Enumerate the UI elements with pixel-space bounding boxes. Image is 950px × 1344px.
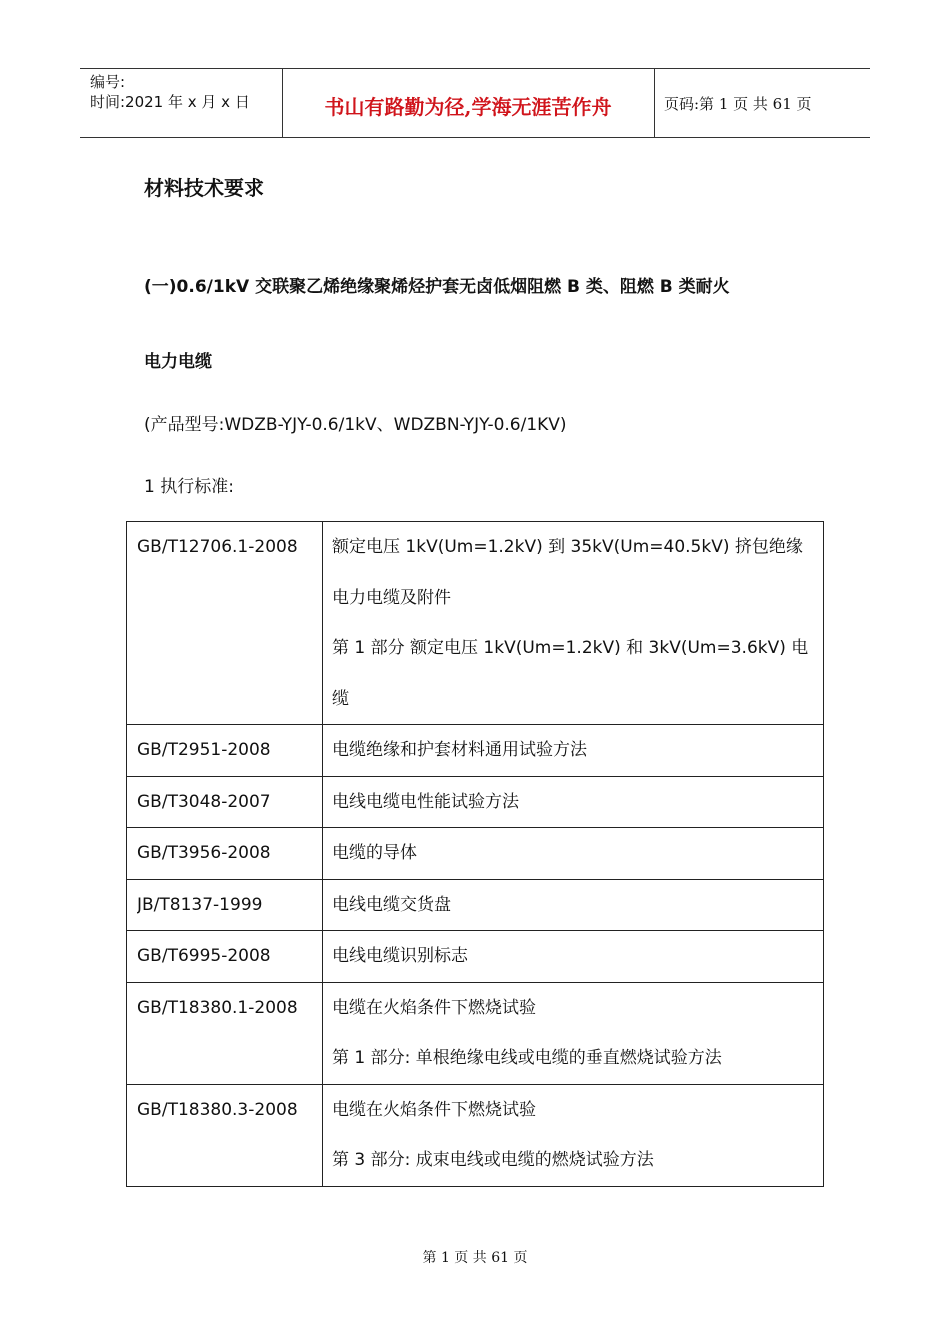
page-header [80,68,870,138]
product-model: (产品型号:WDZB-YJY-0.6/1kV、WDZBN-YJY-0.6/1KV) [144,415,567,435]
standards-table [126,521,824,1187]
table-row [127,522,824,725]
standard-description-line: 电缆在火焰条件下燃烧试验 [332,997,536,1018]
standard-description-line: 第 1 部分: 单根绝缘电线或电缆的垂直燃烧试验方法 [332,1048,722,1068]
standard-description-line: 第 1 部分 额定电压 1kV(Um=1.2kV) 和 3kV(Um=3.6kV) 电 [332,638,809,658]
standard-description-line: 缆 [332,688,349,709]
table-row [127,828,824,880]
standard-code: GB/T3048-2007 [137,791,271,812]
standard-code: GB/T3956-2008 [137,843,271,863]
table-row [127,879,824,931]
header-motto: 书山有路勤为径,学海无涯苦作舟 [324,95,612,119]
section-heading-line-1: (一)0.6/1kV 交联聚乙烯绝缘聚烯烃护套无卤低烟阻燃 B 类、阻燃 B 类耐火 [144,277,730,297]
standard-description-line: 电力电缆及附件 [332,587,451,608]
header-page-cell [654,69,870,137]
header-page-info: 页码:第 1 页 共 61 页 [664,95,812,113]
standards-heading: 1 执行标准: [144,477,234,497]
standard-description-line: 额定电压 1kV(Um=1.2kV) 到 35kV(Um=40.5kV) 挤包绝缘 [332,537,803,557]
standard-description-line: 第 3 部分: 成束电线或电缆的燃烧试验方法 [332,1150,654,1170]
standard-code: JB/T8137-1999 [137,894,263,915]
standard-description-line: 电缆在火焰条件下燃烧试验 [332,1099,536,1120]
standard-code: GB/T2951-2008 [137,740,271,760]
header-meta-cell [80,69,283,137]
standard-code: GB/T12706.1-2008 [137,537,298,557]
document-title: 材料技术要求 [144,176,264,200]
document-time-label: 时间:2021 年 x 月 x 日 [90,93,250,111]
standard-description-line: 电线电缆识别标志 [332,946,468,966]
table-row [127,982,824,1084]
standard-description-line: 电线电缆交货盘 [332,894,451,915]
table-row [127,1084,824,1186]
standard-description-line: 电缆绝缘和护套材料通用试验方法 [332,740,587,760]
header-motto-cell [282,69,655,137]
table-row [127,931,824,983]
section-heading-line-2: 电力电缆 [144,352,212,372]
standard-code: GB/T18380.1-2008 [137,997,298,1018]
standard-description-line: 电缆的导体 [332,843,417,863]
standard-code: GB/T6995-2008 [137,946,271,966]
document-number-label: 编号: [90,73,126,91]
standard-description-line: 电线电缆电性能试验方法 [332,791,519,812]
page-footer: 第 1 页 共 61 页 [422,1250,528,1266]
standard-code: GB/T18380.3-2008 [137,1099,298,1120]
table-row [127,776,824,828]
table-row [127,725,824,777]
